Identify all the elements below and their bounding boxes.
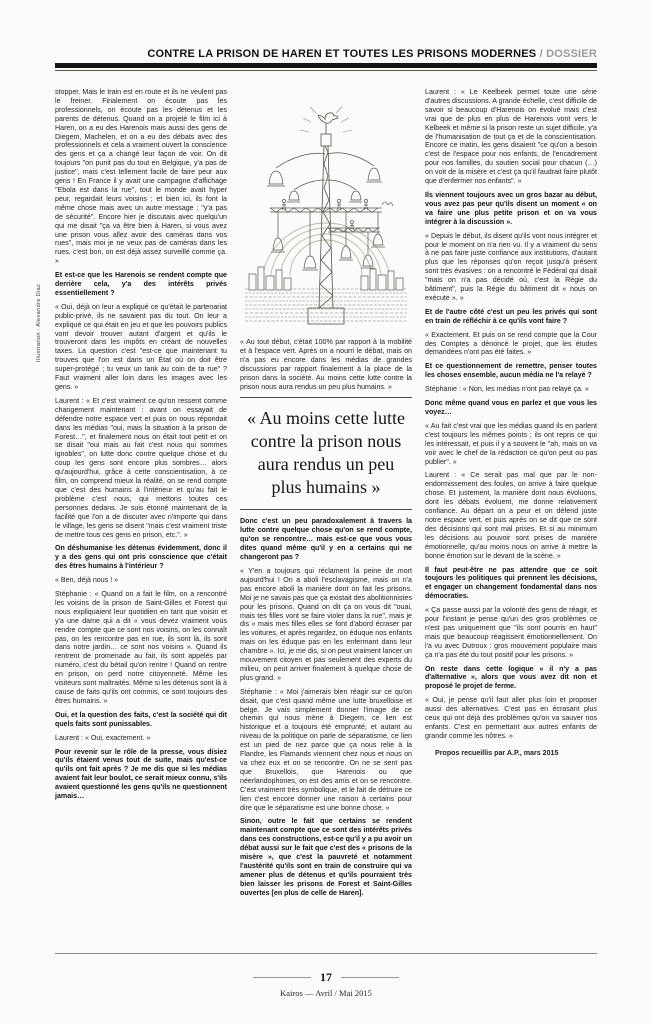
watchtower-lamps-illustration (240, 88, 412, 326)
interview-question: Et de l'autre côté c'est un peu les privés qui sont en train de réfléchir à ce qu'ils vont faire ? (425, 307, 597, 325)
interview-answer: « Y'en a toujours qui réclament la peine de mort aujourd'hui ! On a aboli l'esclavagisme, mais on n'a pas encore aboli la manière dont on fait les prisons. Moi je ne savais pas que ça existait des abolitionnistes pour les prisons. Quand on dit ça on vous dit "ouai, mais tes filles vont se faire violer dans la rue", mais je dis « mais mes filles elles se font d'abord écraser par les voitures, et après regardez, on éduque nos enfants mais on les éduque pas en les enfermant dans leur chambre ». Ici, je me dis, si on peut vraiment lancer un mouvement citoyen et pas seulement des experts du milieu, on peut arriver finalement à quelque chose de plus grand. » (240, 566, 412, 682)
interview-answer: Stéphanie : « Moi j'aimerais bien réagir sur ce qu'on disait, que c'est quand même une lutte bruxelloise et belge. Je vais simplement donner l'image de ce chemin qui nous mène à Diegem, ce lien est historique et a toujours été emprunté, et autant au niveau de la politique on parle de séparatisme, ce lien est un pied de nez parce que ça nous relie à la Flandre, les Flamands viennent chez nous et nous on va chez eux et on se rencontre. On ne se sent pas que Bruxellois, que Harenois ou que néerlandophones, on est des amis et on se rencontre. C'est vraiment très symbolique, et le fait de détruire ce lien c'est encore donner une raison à certains pour dire que le séparatisme est une bonne chose. » (240, 687, 412, 812)
article-body (55, 88, 597, 951)
tiny-figures (282, 199, 393, 230)
interview-question: Pour revenir sur le rôle de la presse, vous disiez qu'ils étaient venus tout de suite, mais qu'est-ce qu'ils ont fait après ? Je me dis que si les médias avaient fait leur boulot, ce serait mieux connu, s'ils avaient questionné les gens qu'ils ne questionnent jamais… (55, 747, 227, 801)
header-thick-rule (55, 63, 597, 68)
interview-answer: « Oui, je pense qu'il faut aller plus loin et proposer aussi des alternatives. C'est pas en écrasant plus ceux qui ont déjà des problèmes qu'on va sauver nos enfants. C'est en permettant aux autres enfants de grandir comme les nôtres. » (425, 696, 597, 740)
dossier-title-text: CONTRE LA PRISON DE HAREN ET TOUTES LES PRISONS MODERNES (147, 48, 540, 60)
column-3 (425, 88, 597, 951)
interview-question: On reste dans cette logique « il n'y a pas d'alternative », alors que vous avez dit non et proposé le projet de ferme. (425, 664, 597, 691)
journal-issue-line: Kairos — Avril / Mai 2015 (280, 988, 372, 998)
interview-question: Et est-ce que les Harenois se rendent compte que derrière cela, y'a des intérêts privés essentiellement ? (55, 271, 227, 297)
column-1 (55, 88, 227, 951)
footer-rule (55, 953, 597, 954)
page-number-left-dash (253, 977, 311, 978)
interview-question: Oui, et la question des faits, c'est la société qui dit quels faits sont punissables. (55, 710, 227, 728)
page-number-right-dash (341, 977, 399, 978)
interview-answer: « Au fait c'est vrai que les médias quand ils en parlent c'est toujours les mêmes points ; ils ont repris ce qui les intéressait, et puis il y a souvent le "ah, mais on va voir avec le chef de la rédaction ce qu'on peut ou pas publier". » (425, 421, 597, 466)
interview-answer: Laurent : « Ce serait pas mal que par le non-endormissement des foules, on arrive à faire quelque chose. Et justement, la manière dont nous évoluons, dont les débats évoluent, me donne relativement confiance. Au départ on a peur et on défend juste notre espace vert, et puis après on se dit que ce sont des décisions qui sont mal prises. Et si au minimum les décisions au pouvoir sont prises de manière émotionnelle, qu'au moins nous on arrive à mettre la bonne émotion sur le devant de la scène. » (425, 471, 597, 560)
dossier-header (55, 48, 597, 71)
interview-answer: Laurent : « Et c'est vraiment ce qu'on ressent comme changement maintenant : avant on essayait de défendre notre espace vert et puis on nous répondait dans les médias "oui, mais la situation à la prison de Forest…", et finalement nous on était tout petit et on se disait "oui mais au fait c'est nous qui sommes ignobles", on lutte donc contre quelque chose et du coup les gens sont encore plus sombres… alors qu'aujourd'hui, grâce à cette conscientisation, à ce film, on comprend mieux la réalité, on se rend compte que c'est des humains à l'intérieur et qu'au fait le problème c'est nous, qui mettons toutes ces personnes dedans. Je suis étonné maintenant de la facilité que l'on a de discuter avec n'importe qui dans le village, les gens se disent "mais c'est vraiment triste de mettre tous ces gens en prison, etc.". » (55, 396, 227, 539)
dossier-title (55, 48, 597, 60)
header-thin-rule (55, 70, 597, 71)
page-number: 17 (320, 970, 332, 984)
interview-answer: « Oui, déjà on leur a expliqué ce qu'était le partenariat public-privé, ils ne savaient pas du tout. On leur a expliqué ce qui était en jeu et que les pouvoirs publics vont devoir trouver autant d'argent et qu'ils le trouveront dans les impôts en créant de nouvelles taxes. La question c'est "est-ce que maintenant tu trouves que l'on est dans un État où on doit être super-protégé ; tu veux un tank au coin de ta rue" ? Faut vraiment aller loin dans les images avec les gens. » (55, 302, 227, 391)
illustration-wrapper (240, 88, 412, 331)
interview-question: Donc c'est un peu paradoxalement à travers la lutte contre quelque chose qu'on se rend compte, qu'on se rencontre… mais est-ce que vous vous dites quand même qu'il y en a certains qui ne changeront pas ? (240, 517, 412, 562)
interview-question: Il faut peut-être ne pas attendre que ce soit toujours les politiques qui prennent les décisions, et engager un changement fondamental dans nos démocraties. (425, 565, 597, 601)
interview-answer: stopper. Mais le train est en route et ils ne veulent pas le freiner. Finalement on écoute pas les professionnels, on écoute pas les détenus et les parents de détenus. Quand on a projeté le film ici à Haren, on a eu des Harenois mais aussi des gens de Diegem, Machelen, et on a eu des débats avec des professionnels et cela a vraiment ouvert la conscience des gens et ça a changé leur façon de voir. On dit toujours "on punit pas du tout en Belgique, y'a pas de justice", mais c'est tellement facile de faire peur aux gens ! En France il y avait une campagne d'affichage "Ebola est dans la rue", tout le monde avait hyper peur, regardait leurs voisins ; et bien ici, ils font la même chose mais avec un autre message : "y'a pas de sécurité". Encore hier je discutais avec quelqu'un qui me disait "ça va être bien à Haren, si vous avez une prison vous allez avoir des caméras dans vos rues", mais moi je ne veux pas de caméras dans les rues, c'est bon, on est déjà assez surveillé comme ça. » (55, 88, 227, 266)
interview-question: Donc même quand vous en parlez et que vous les voyez… (425, 399, 597, 416)
interview-answer: Laurent : « Oui, exactement. » (55, 733, 151, 742)
byline-credit: Propos recueillis par A.P., mars 2015 (435, 748, 559, 757)
interview-answer: « Depuis le début, ils disent qu'ils vont nous intégrer et pour le moment on n'a rien vu. Il y a vraiment du sens à ne pas faire juste confiance aux institutions, d'autant plus que les réponses qu'on reçoit jusqu'à présent sont très évasives : on a rencontré le Fédéral qui disait "mais on n'a pas décidé où, c'est la Régie du bâtiment", puis la Régie du bâtiment dit « nous on exécute ». » (425, 231, 597, 302)
interview-answer: Stéphanie : « Quand on a fait le film, on a rencontré les voisins de la prison de Saint-Gilles et Forest qui nous expliquaient leur quotidien en tant que voisin et y'a une dame qui a dit « vous devez vraiment vous rendre compte que ce sont nos voisins, on les connaît pas, on les rencontre pas en rue, ils sont là, ils sont dans notre jardin… ce sont nos voisins ». Quand ils rentrent de promenade au fait, ils sont appelés par numéro, c'est du bétail qu'on rentre ! Quand on rentre en prison, on perd notre citoyenneté. Même les visiteurs sont maltraités. Même si les détenus sont là à cause de faits qu'ils ont commis, ce sont toujours des êtres humains. » (55, 590, 227, 705)
illustration-credit: Illustration : Alexandre Diaz (36, 283, 42, 362)
interview-question: Sinon, outre le fait que certains se rendent maintenant compte que ce sont des intérêts privés dans ces constructions, est-ce qu'il y a pu avoir un débat aussi sur le fait que c'est des « prisons de la misère », que c'est la pauvreté et notamment l'austérité qu'ils sont en train de construire qui va amener plus de détenus et qu'ils pourraient très bien laisser les prisons de Forest et Saint-Gilles ouvertes [en plus de celle de Haren]. (240, 817, 412, 897)
interview-answer: « Ben, déjà nous ! » (55, 576, 119, 585)
column-2 (240, 88, 412, 951)
interview-answer: « Au tout début, c'était 100% par rapport à la mobilité et à l'espace vert. Après on a nourri le débat, mais on n'a pas eu encore dans les médias de grandes discussions par rapport finalement à la place de la prison dans la société. Au moins cette lutte contre la prison nous aura rendus un peu plus humains. » (240, 338, 412, 391)
page-number-row (0, 970, 652, 985)
interview-answer: Stéphanie : « Non, les médias n'ont pas relayé ça. » (425, 385, 589, 394)
interview-answer: Laurent : « Le Keelbeek permet toute une série d'autres discussions. A grande échelle, c'est difficile de savoir si beaucoup d'Harenois on évolué mais c'est vrai que de plus en plus de Harenois vont vers le Kelbeek et même si la prison reste un sujet difficile, y'a de l'humanisation de tout ça et de la conscientisation. Encore ce matin, les gens disaient "ce qu'on a besoin c'est de l'espace pour nos enfants, de l'encadrement pour nos familles, du soutien social pour chacun (…) on voit de la misère et c'est ça qu'il faudrait faire plutôt que d'enfermer nos enfants". » (425, 88, 597, 186)
dossier-section-label: / DOSSIER (539, 48, 597, 60)
interview-answer: « Ça passe aussi par la volonté des gens de réagir, et pour l'instant je pense qu'un des gros problèmes ce n'est pas uniquement que "ils sont pourris en haut" mais que beaucoup réagissent émotionnellement. On l'a vu avec Dutroux : gros mouvement populaire mais ça n'a pas été du tout positif pour les prisons. » (425, 606, 597, 659)
interview-question: Ils viennent toujours avec un gros bazar au début, vous avez pas peur qu'ils disent un moment « on va faire une plus petite prison et on va vous intégrer à la discussion ». (425, 190, 597, 226)
interview-answer: « Exactement. Et puis on se rend compte que la Cour des Comptes a dénoncé le projet, que les études demandées n'ont pas été faites. » (425, 330, 597, 357)
interview-question: On déshumanise les détenus évidemment, donc il y a des gens qui ont pris conscience que c'était des êtres humains à l'intérieur ? (55, 544, 227, 571)
interview-question: Et ce questionnement de remettre, penser toutes les choses ensemble, aucun média ne l'a relayé ? (425, 362, 597, 380)
pull-quote: « Au moins cette lutte contre la prison nous aura rendus un peu plus humains » (240, 397, 412, 510)
